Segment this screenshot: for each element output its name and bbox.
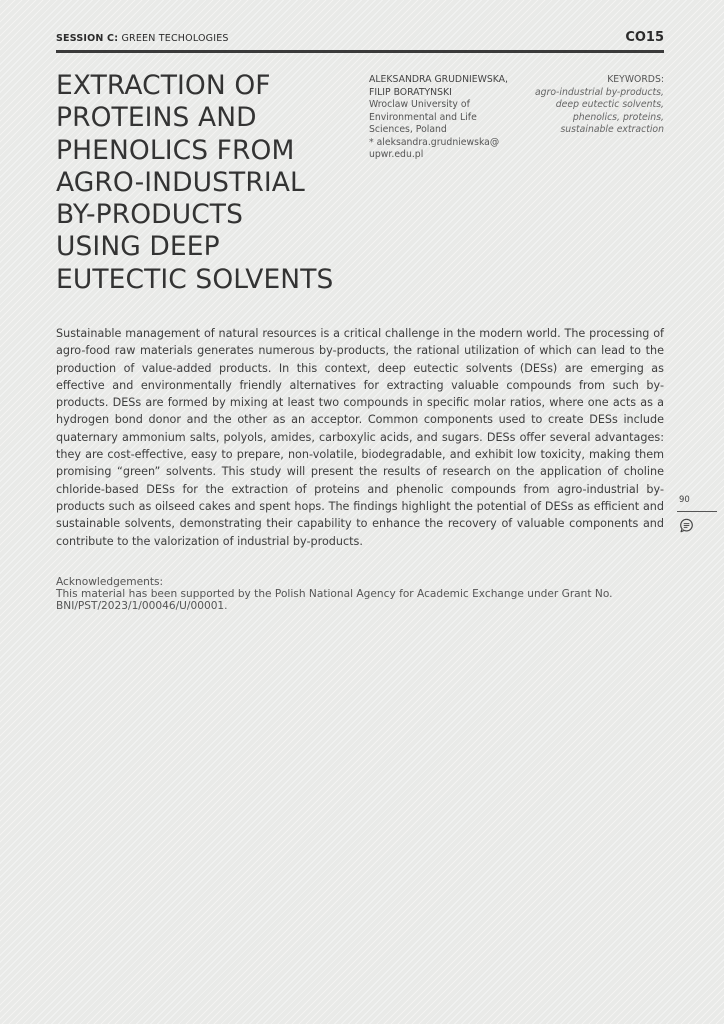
- session-label-name: GREEN TECHOLOGIES: [121, 33, 229, 44]
- title-line: PHENOLICS FROM: [56, 134, 295, 166]
- acknowledgements: [56, 576, 664, 613]
- author-names: [369, 74, 529, 99]
- keyword-line: deep eutectic solvents,: [555, 99, 664, 110]
- title-line: PROTEINS AND: [56, 102, 257, 134]
- affiliation-line: Environmental and Life: [369, 111, 477, 123]
- keywords-block: [514, 74, 664, 137]
- author-email: [369, 137, 529, 162]
- title-line: AGRO-INDUSTRIAL: [56, 166, 305, 198]
- acknowledgements-text: This material has been supported by the Polish National Agency for Academic Exchange under Grant No. BNI/PST/2023/1/00046/U/00001.: [56, 588, 613, 613]
- affiliation-line: Sciences, Poland: [369, 124, 447, 135]
- affiliation-line: Wroclaw University of: [369, 99, 470, 110]
- title-line: EUTECTIC SOLVENTS: [56, 263, 334, 295]
- title-line: USING DEEP: [56, 231, 220, 263]
- keyword-line: sustainable extraction: [560, 124, 664, 135]
- speech-bubble-icon: [679, 518, 694, 533]
- author-name-line: ALEKSANDRA GRUDNIEWSKA,: [369, 74, 508, 85]
- header-rule: [56, 50, 664, 53]
- author-name-line: FILIP BORATYNSKI: [369, 86, 452, 98]
- title-line: BY-PRODUCTS: [56, 199, 244, 231]
- keywords-list: [514, 87, 664, 137]
- email-line: * aleksandra.grudniewska@: [369, 136, 500, 148]
- keyword-line: phenolics, proteins,: [572, 111, 664, 123]
- keyword-line: agro-industrial by-products,: [534, 86, 664, 98]
- affiliation: [369, 99, 529, 137]
- page-number: 90: [679, 495, 690, 505]
- acknowledgements-label: Acknowledgements:: [56, 576, 164, 588]
- session-label-bold: SESSION C:: [56, 33, 119, 44]
- page-header: [56, 30, 664, 51]
- author-block: [369, 74, 529, 162]
- side-rule: [677, 511, 717, 512]
- email-line: upwr.edu.pl: [369, 149, 424, 160]
- article-title: [56, 70, 356, 296]
- session-label: [56, 33, 229, 44]
- abstract-code: CO15: [625, 30, 664, 45]
- keywords-label: KEYWORDS:: [607, 74, 664, 85]
- title-line: EXTRACTION OF: [56, 70, 271, 101]
- abstract-body: Sustainable management of natural resources is a critical challenge in the modern world. The processing of agro-food raw materials generates numerous by-products, the rational utilization of which can lead to the production of value-added products. In this context, deep eutectic solvents (DESs) are emerging as effective and environmentally friendly alternatives for extracting valuable compounds from such by-products. DESs are formed by mixing at least two compounds in specific molar ratios, where one acts as a hydrogen bond donor and the other as an acceptor. Common components used to create DESs include quaternary ammonium salts, polyols, amides, carboxylic acids, and sugars. DESs offer several advantages: they are cost-effective, easy to prepare, non-volatile, biodegradable, and exhibit low toxicity, making them promising “green” solvents. This study will present the results of research on the application of choline chloride-based DESs for the extraction of proteins and phenolic compounds from agro-industrial by-products such as oilseed cakes and spent hops. The findings highlight the potential of DESs as efficient and sustainable solvents, demonstrating their capability to enhance the recovery of valuable components and contribute to the valorization of industrial by-products.: [56, 327, 664, 548]
